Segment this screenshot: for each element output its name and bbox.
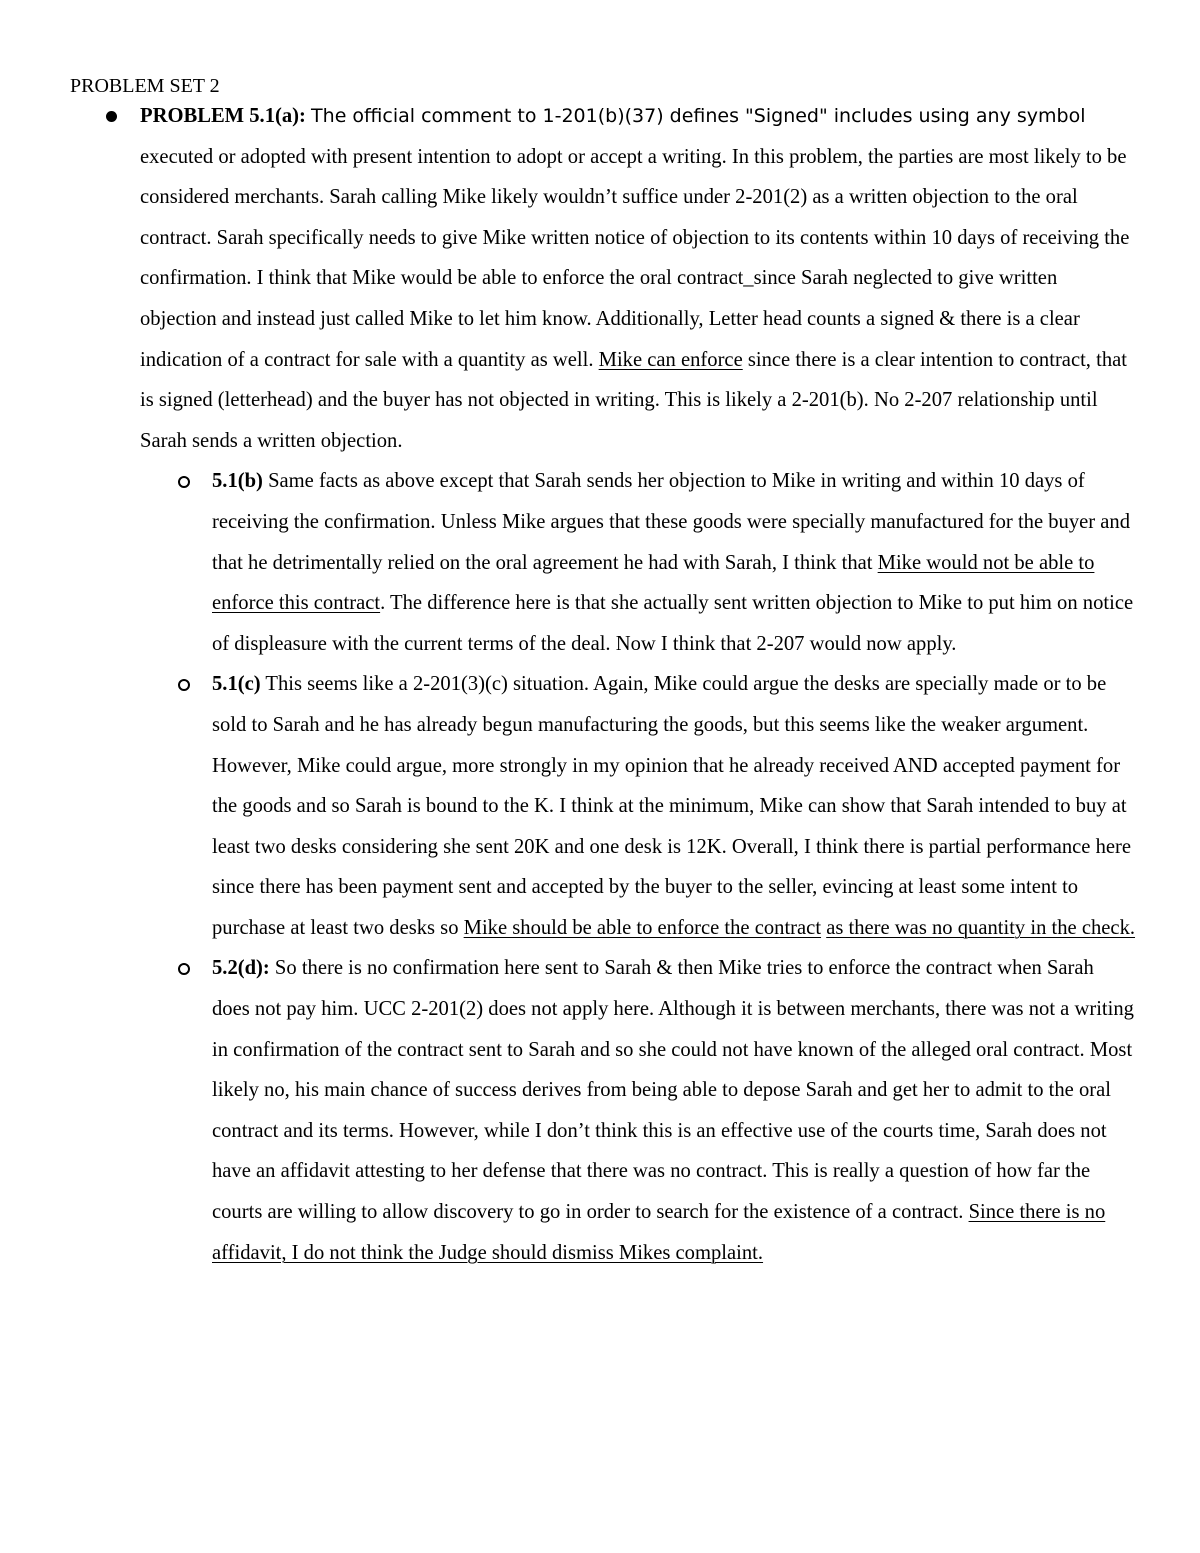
underlined-conclusion-2: as there was no quantity in the check.	[826, 916, 1136, 939]
subproblem-label: 5.1(c)	[212, 673, 261, 696]
bullet-circle-icon	[178, 963, 190, 975]
problem-list	[140, 96, 1135, 1273]
problem-text-body: executed or adopted with present intention to adopt or accept a writing. In this problem, the parties are most likely to be considered merchants. Sarah calling Mike likely wouldn’t suffice under 2-201(2) as a written objection to the oral contract. Sarah specifically needs to give Mike written notice of objection to its contents within 10 days of receiving the confirmation. I think that Mike would be able to enforce the oral contract_since Sarah neglected to give written objection and instead just called Mike to let him know. Additionally, Letter head counts a signed & there is a clear indication of a contract for sale with a quantity as well.	[140, 145, 1130, 371]
subproblem-text: This seems like a 2-201(3)(c) situation. Again, Mike could argue the desks are specially made or to be sold to Sarah and he has already begun manufacturing the goods, but this seems like the weaker argument. However, Mike could argue, more strongly in my opinion that he already received AND accepted payment for the goods and so Sarah is bound to the K. I think at the minimum, Mike can show that Sarah intended to buy at least two desks considering she sent 20K and one desk is 12K. Overall, I think there is partial performance here since there has been payment sent and accepted by the buyer to the seller, evincing at least some intent to purchase at least two desks so	[212, 673, 1132, 939]
subproblem-text: So there is no confirmation here sent to Sarah & then Mike tries to enforce the contract when Sarah does not pay him. UCC 2-201(2) does not apply here. Although it is between merchants, there was not a writing in confirmation of the contract sent to Sarah and so she could not have known of the alleged oral contract. Most likely no, his main chance of success derives from being able to depose Sarah and get her to admit to the oral contract and its terms. However, while I don’t think this is an effective use of the courts time, Sarah does not have an affidavit attesting to her defense that there was no contract. This is really a question of how far the courts are willing to allow discovery to go in order to search for the existence of a contract.	[212, 957, 1134, 1224]
subproblem-list	[140, 461, 1135, 1273]
list-item-5-2d	[212, 948, 1135, 1273]
subproblem-text-end: . The difference here is that she actually sent written objection to Mike to put him on notice of displeasure with the current terms of the deal. Now I think that 2-207 would now apply.	[212, 592, 1134, 655]
page-title: PROBLEM SET 2	[70, 75, 220, 97]
bullet-circle-icon	[178, 476, 190, 488]
subproblem-label: 5.2(d):	[212, 957, 270, 980]
problem-text-lead: The official comment to 1-201(b)(37) defines "Signed" includes using any symbol	[311, 105, 1086, 127]
underlined-conclusion: Mike can enforce	[598, 348, 743, 371]
list-item-5-1c	[212, 664, 1135, 948]
underlined-conclusion: Since there is no affidavit, I do not think the Judge should dismiss Mikes complaint.	[212, 1201, 1106, 1264]
subproblem-text: Same facts as above except that Sarah sends her objection to Mike in writing and within 10 days of receiving the confirmation. Unless Mike argues that these goods were specially manufactured for the buyer and that he detrimentally relied on the oral agreement he had with Sarah, I think that	[212, 470, 1131, 574]
subproblem-label: 5.1(b)	[212, 470, 263, 493]
underlined-conclusion: Mike should be able to enforce the contract	[463, 916, 822, 939]
list-item-problem-5-1a	[140, 96, 1135, 1273]
problem-label: PROBLEM 5.1(a):	[140, 105, 306, 127]
list-item-5-1b	[212, 461, 1135, 664]
underlined-conclusion: Mike would not be able to enforce this contract	[212, 551, 1095, 615]
bullet-circle-icon	[178, 679, 190, 691]
problem-text-end: since there is a clear intention to contract, that is signed (letterhead) and the buyer has not objected in writing. This is likely a 2-201(b). No 2-207 relationship until Sarah sends a written objection.	[140, 348, 1127, 452]
bullet-disc-icon	[106, 111, 117, 122]
